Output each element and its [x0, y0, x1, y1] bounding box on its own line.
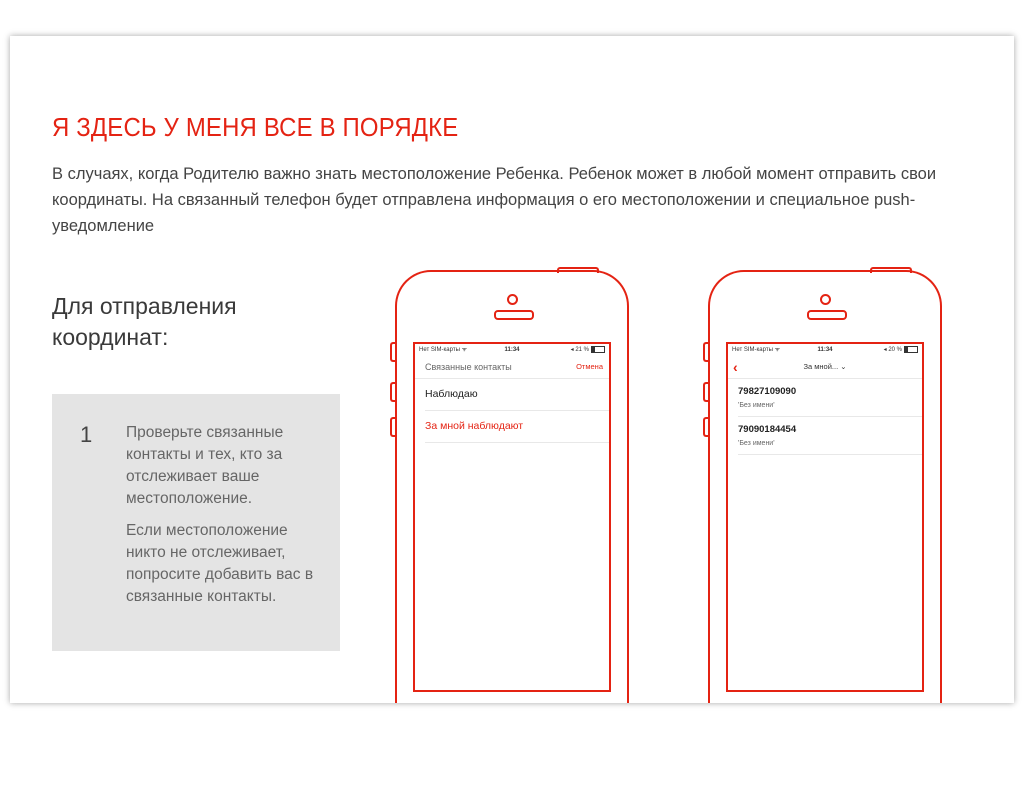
step-paragraph-2: Если местоположение никто не отслеживает, попросите добавить вас в связанные контакты. — [126, 522, 314, 605]
camera-icon — [820, 294, 831, 305]
speaker-grille — [494, 310, 534, 320]
back-chevron-icon[interactable]: ‹ — [733, 359, 738, 375]
volume-down-button — [703, 417, 709, 437]
phone-screen — [413, 342, 611, 692]
mute-switch — [703, 342, 709, 362]
list-item-watching[interactable]: Наблюдаю — [425, 379, 609, 411]
volume-up-button — [390, 382, 396, 402]
carrier-label: Нет SIM-карты ᯤ — [732, 347, 781, 353]
step-text — [126, 422, 326, 618]
battery-label: ◂ 20 % — [883, 347, 902, 353]
step-number: 1 — [80, 422, 93, 447]
contact-number: 79827109090 — [738, 386, 797, 397]
status-bar — [415, 344, 609, 356]
nav-bar — [415, 356, 609, 379]
power-button — [870, 267, 912, 273]
battery-status — [571, 344, 605, 356]
subheading: Для отправления координат: — [52, 293, 237, 350]
volume-down-button — [390, 417, 396, 437]
status-time: 11:34 — [817, 347, 833, 353]
nav-title-dropdown[interactable]: За мной... ⌄ — [803, 362, 847, 371]
contact-name: 'Без имени' — [738, 402, 775, 409]
status-time: 11:34 — [504, 347, 520, 353]
volume-up-button — [703, 382, 709, 402]
contact-name: 'Без имени' — [738, 440, 775, 447]
battery-status — [884, 344, 918, 356]
phone-mockup-1 — [395, 270, 629, 703]
intro-text: В случаях, когда Родителю важно знать местоположение Ребенка. Ребенок может в любой момент отправить свои координаты. На связанный телефон будет отправлена информация о его местоположении и специальное push-уведомление — [52, 165, 937, 235]
cancel-button[interactable]: Отмена — [576, 362, 603, 371]
status-bar — [728, 344, 922, 356]
mute-switch — [390, 342, 396, 362]
phone-screen — [726, 342, 924, 692]
step-box — [52, 394, 340, 651]
contact-number: 79090184454 — [738, 424, 797, 435]
slide-title: Я ЗДЕСЬ У МЕНЯ ВСЕ В ПОРЯДКЕ — [52, 112, 459, 142]
nav-bar — [728, 356, 922, 379]
power-button — [557, 267, 599, 273]
list-item-watched-by[interactable]: За мной наблюдают — [425, 411, 609, 443]
speaker-grille — [807, 310, 847, 320]
battery-icon — [904, 346, 918, 353]
phone-mockup-2 — [708, 270, 942, 703]
carrier-label: Нет SIM-карты ᯤ — [419, 347, 468, 353]
nav-title: Связанные контакты — [425, 362, 512, 372]
battery-icon — [591, 346, 605, 353]
step-paragraph-1: Проверьте связанные контакты и тех, кто за отслеживает ваше местоположение. — [126, 424, 284, 507]
slide — [10, 36, 1014, 703]
camera-icon — [507, 294, 518, 305]
battery-label: ◂ 21 % — [570, 347, 589, 353]
contact-item[interactable] — [738, 379, 922, 417]
contact-item[interactable] — [738, 417, 922, 455]
